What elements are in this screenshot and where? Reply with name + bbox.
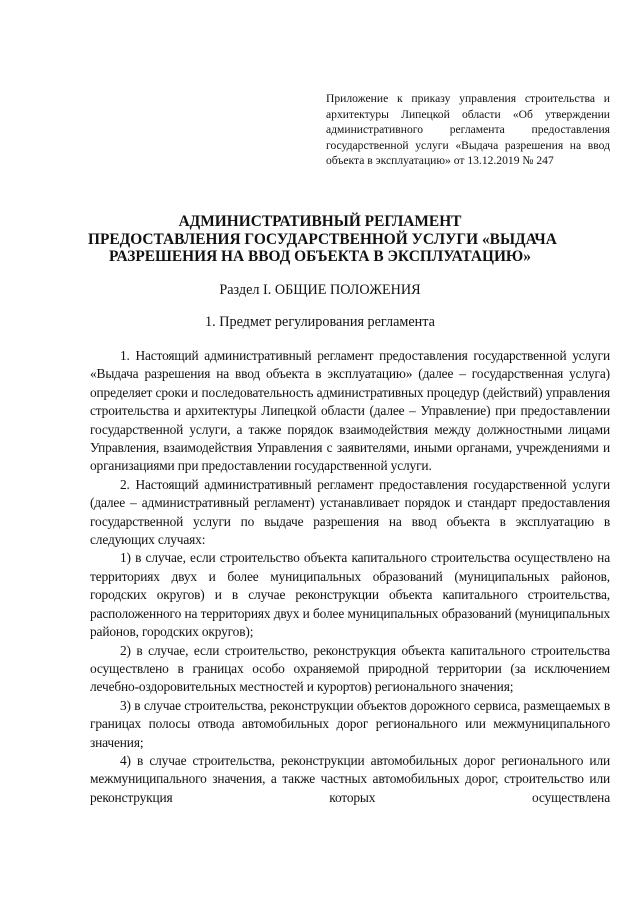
paragraph-1: 1. Настоящий административный регламент предоставления государственной услуги «Выдача разрешения на ввод объекта в эксплуатацию» (далее – государственная услуга) определяет сроки и последовательность административных процедур (действий) управления строительства и архитектуры Липецкой области (далее – Управление) при предоставлении государственной услуги, а также порядок взаимодействия между должностными лицами Управления, взаимодействия Управления с заявителями, иными органами, учреждениями и организациями при предоставлении государственной услуги.	[90, 348, 610, 474]
title-line-1: АДМИНИСТРАТИВНЫЙ РЕГЛАМЕНТ	[178, 213, 462, 230]
subsection-heading: 1. Предмет регулирования регламента	[205, 314, 435, 330]
list-item-2: 2) в случае, если строительство, реконструкция объекта капитального строительства осуществлено в границах особо охраняемой природной территории (за исключением лечебно-оздоровительных местностей и курортов) регионального значения;	[90, 642, 610, 695]
title-line-2: ПРЕДОСТАВЛЕНИЯ ГОСУДАРСТВЕННОЙ УСЛУГИ «ВЫДАЧА	[88, 230, 557, 248]
title-line-3: РАЗРЕШЕНИЯ НА ВВОД ОБЪЕКТА В ЭКСПЛУАТАЦИЮ»	[109, 248, 531, 266]
list-item-4: 4) в случае строительства, реконструкции автомобильных дорог регионального или межмуниципального значения, а также частных автомобильных дорог, строительство или реконструкция которых осуществлена	[90, 752, 610, 805]
document-body	[90, 347, 610, 807]
paragraph-2: 2. Настоящий административный регламент предоставления государственной услуги (далее – административный регламент) устанавливает порядок и стандарт предоставления государственной услуги по выдаче разрешения на ввод объекта в эксплуатацию в следующих случаях:	[90, 476, 610, 548]
list-item-1: 1) в случае, если строительство объекта капитального строительства осуществлено на территориях двух и более муниципальных образований (муниципальных районов, городских округов) и в случае реконструкции объекта капитального строительства, расположенного на территориях двух и более муниципальных образований (муниципальных районов, городских округов);	[90, 550, 610, 640]
list-item-3: 3) в случае строительства, реконструкции объектов дорожного сервиса, размещаемых в границах полосы отвода автомобильных дорог регионального или межмуниципального значения;	[90, 697, 610, 750]
document-title	[88, 213, 557, 266]
annex-note: Приложение к приказу управления строительства и архитектуры Липецкой области «Об утверждении административного регламента предоставления государственной услуги «Выдача разрешения на ввод объекта в эксплуатацию» от 13.12.2019 № 247	[326, 92, 610, 168]
section-heading: Раздел I. ОБЩИЕ ПОЛОЖЕНИЯ	[219, 282, 421, 298]
